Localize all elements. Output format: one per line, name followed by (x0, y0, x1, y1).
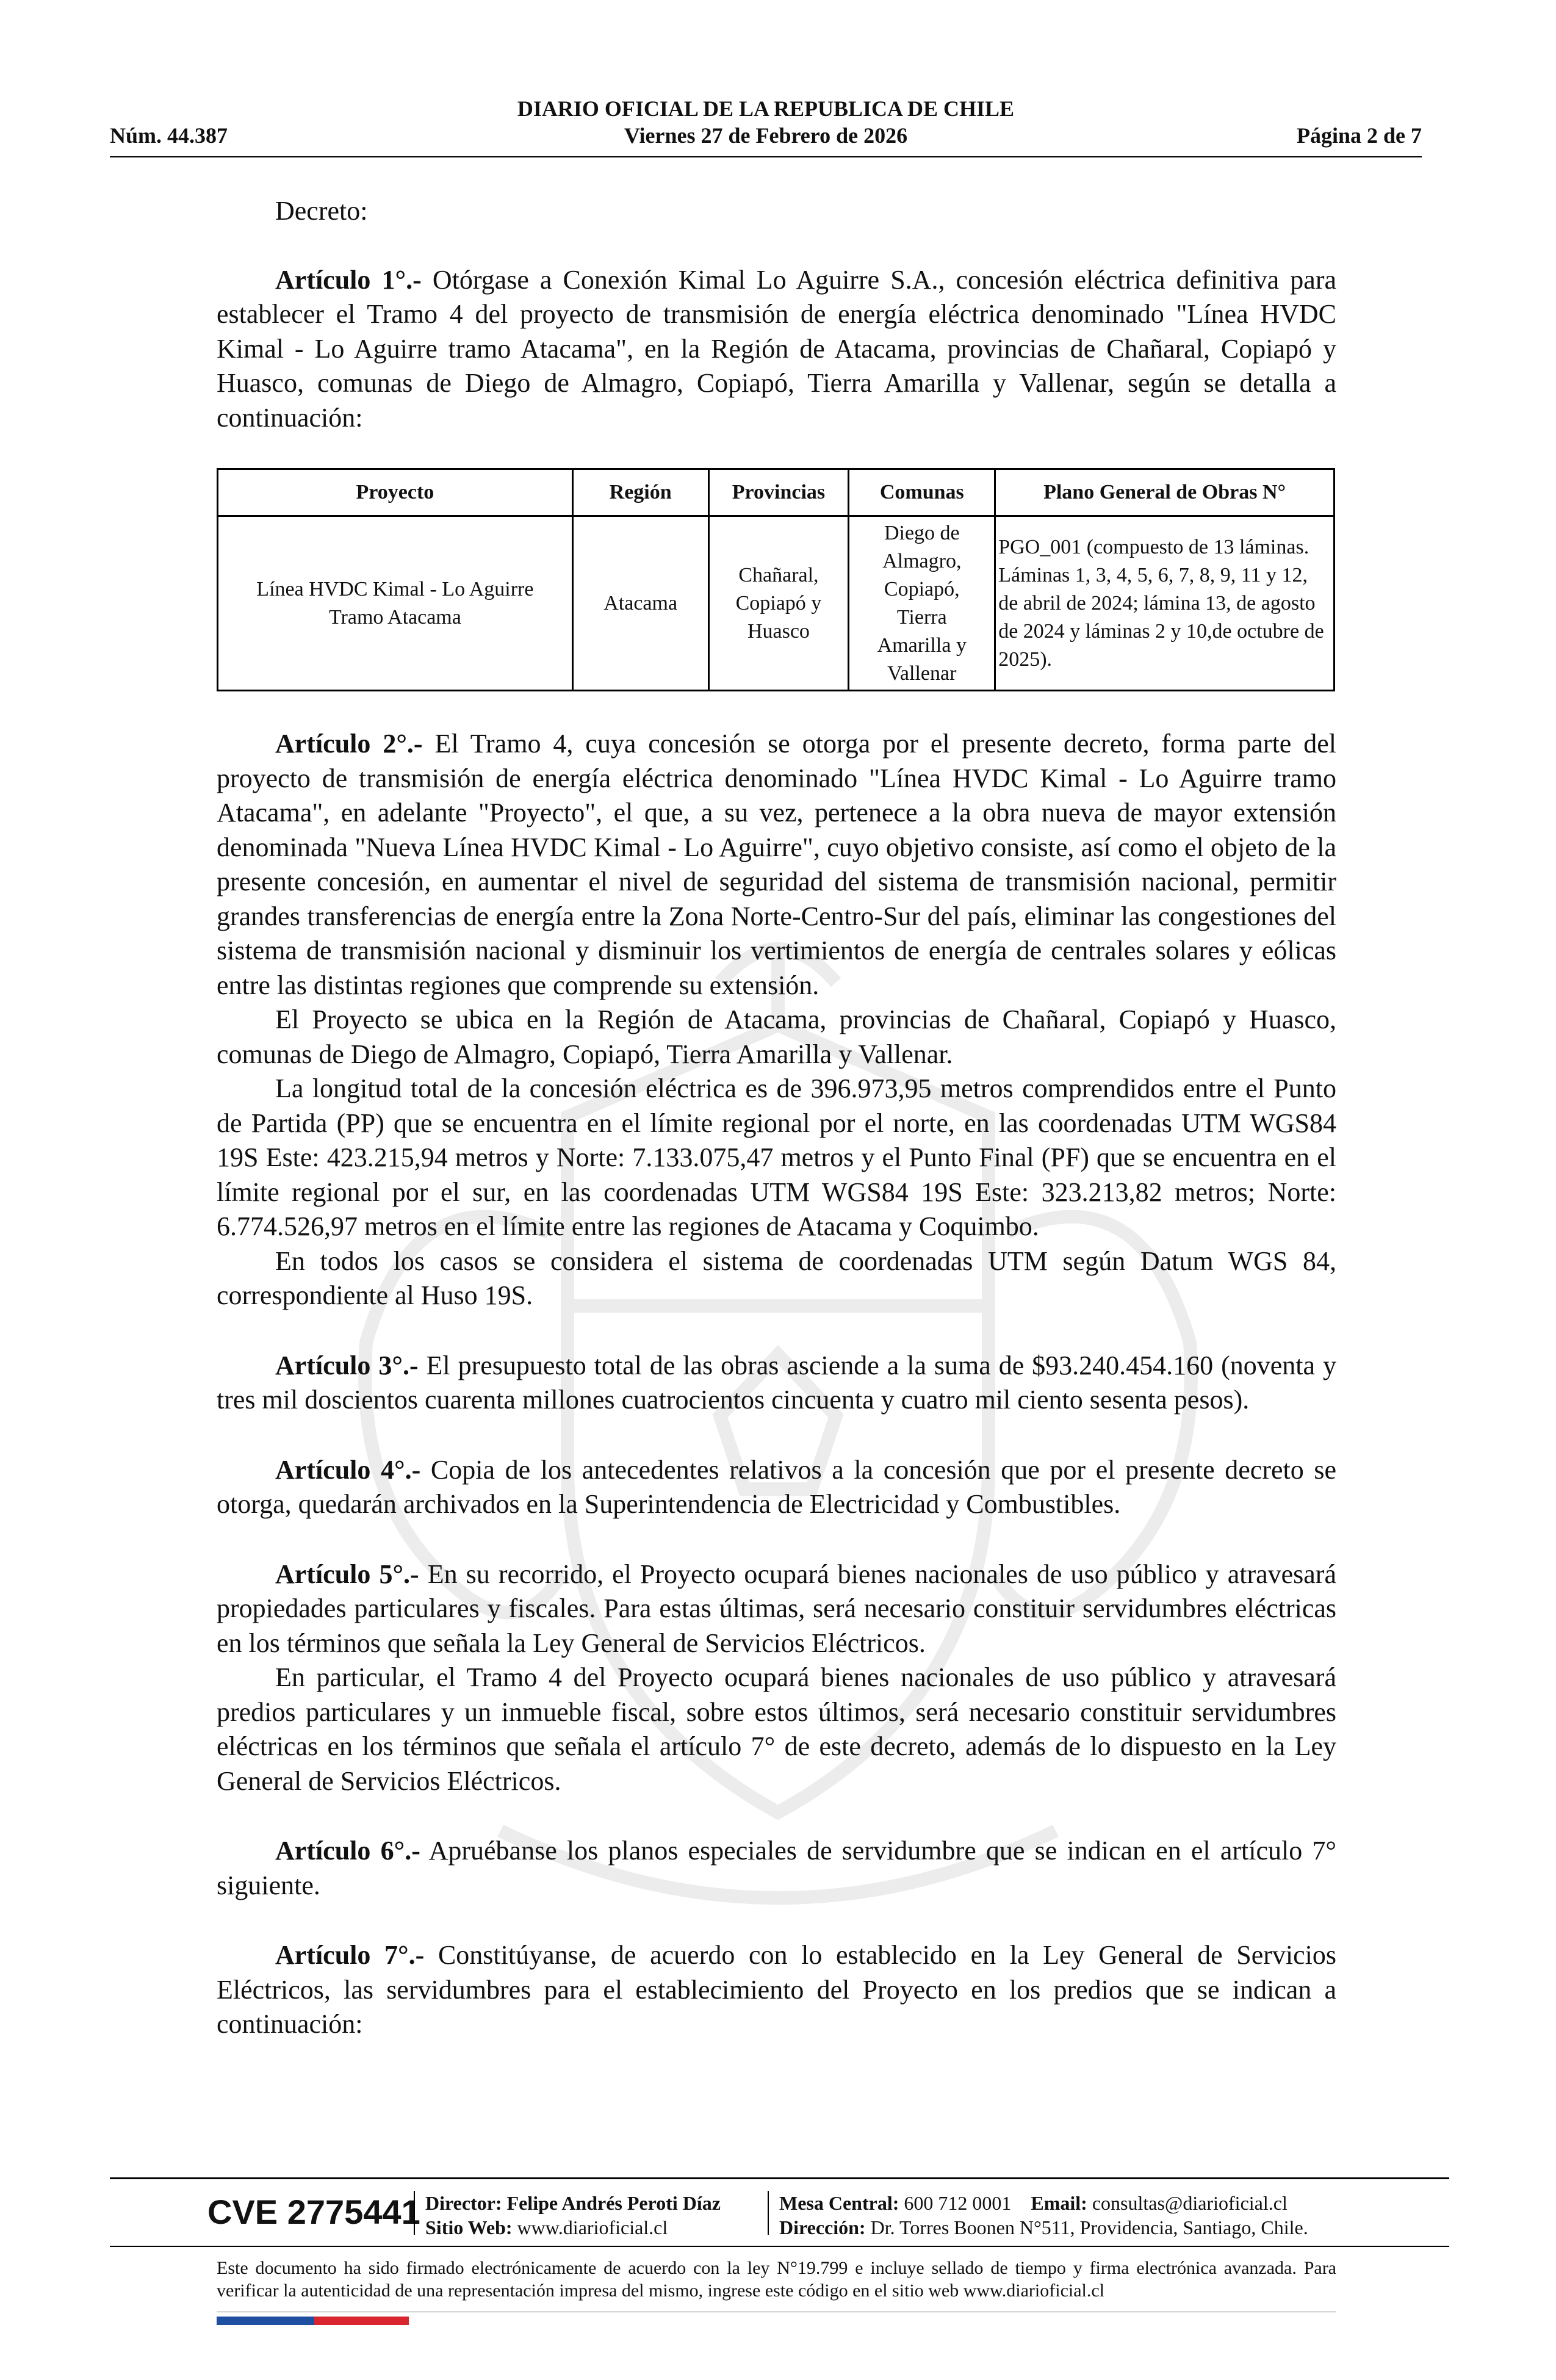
article-2-label: Artículo 2°.- (275, 729, 423, 759)
table-header-row (218, 469, 1334, 516)
article-5-paragraph-2: En particular, el Tramo 4 del Proyecto ocupará bienes nacionales de uso público y atravesará predios particulares y un inmueble fiscal, sobre estos últimos, será necesario constituir servidumbres eléctricas en los términos que señala el artículo 7° de este decreto, además de lo dispuesto en la Ley General de Servicios Eléctricos. (217, 1662, 1336, 1796)
issue-number: Núm. 44.387 (110, 123, 228, 148)
article-7-label: Artículo 7°.- (275, 1940, 425, 1970)
header-divider (110, 156, 1422, 157)
article-6 (217, 1834, 1336, 1903)
mesa-label: Mesa Central: (779, 2192, 899, 2214)
issue-date: Viernes 27 de Febrero de 2026 (624, 123, 908, 148)
website-label: Sitio Web: (425, 2216, 513, 2238)
director-label: Director: (425, 2192, 502, 2214)
header-plano: Plano General de Obras N° (995, 469, 1334, 516)
article-7-text: Constitúyanse, de acuerdo con lo establecido en la Ley General de Servicios Eléctricos, las servidumbres para el establecimiento del Proyecto en los predios que se indican a continuación: (217, 1940, 1337, 2039)
footer-separator (768, 2191, 769, 2235)
cve-code: CVE 2775441 (207, 2193, 420, 2231)
footer-divider-middle (110, 2246, 1449, 2247)
article-4 (217, 1453, 1336, 1522)
article-3-text: El presupuesto total de las obras asciende a la suma de $93.240.454.160 (noventa y tres mil doscientos cuarenta millones cuatrocientos cincuenta y cuatro mil ciento sesenta pesos). (217, 1350, 1336, 1415)
signature-note: Este documento ha sido firmado electrónicamente de acuerdo con la ley N°19.799 e incluye sellado de tiempo y firma electrónica avanzada. Para verificar la autenticidad de una representación impresa del mismo, ingrese este código en el sitio web www.diarioficial.cl (217, 2258, 1336, 2301)
footer-divider-top (110, 2177, 1449, 2179)
table-row (218, 516, 1334, 691)
cell-comunas: Diego de Almagro, Copiapó, Tierra Amarilla y Vallenar (849, 516, 995, 691)
address-text: Dr. Torres Boonen N°511, Providencia, Santiago, Chile. (870, 2216, 1308, 2238)
footer-director-block (425, 2191, 721, 2240)
article-1 (217, 263, 1336, 436)
address-label: Dirección: (779, 2216, 866, 2238)
article-2-paragraph-2: El Proyecto se ubica en la Región de Atacama, provincias de Chañaral, Copiapó y Huasco, comunas de Diego de Almagro, Copiapó, Tierra Amarilla y Vallenar. (217, 1004, 1336, 1069)
article-4-label: Artículo 4°.- (275, 1454, 421, 1485)
footer-contact-block (779, 2191, 1308, 2240)
cell-plano: PGO_001 (compuesto de 13 láminas. Láminas 1, 3, 4, 5, 6, 7, 8, 9, 11 y 12, de abril de 2024; lámina 13, de agosto de 2024 y láminas 2 y 10,de octubre de 2025). (995, 516, 1334, 691)
footer-separator (414, 2191, 415, 2235)
website-link[interactable]: www.diarioficial.cl (517, 2216, 668, 2238)
article-5-text: En su recorrido, el Proyecto ocupará bienes nacionales de uso público y atravesará propiedades particulares y fiscales. Para estas últimas, será necesario constituir servidumbres eléctricas en los términos que señala la Ley General de Servicios Eléctricos. (217, 1559, 1336, 1658)
cell-provincias: Chañaral, Copiapó y Huasco (708, 516, 849, 691)
article-3-label: Artículo 3°.- (275, 1350, 419, 1380)
article-7 (217, 1938, 1336, 2042)
cell-proyecto: Línea HVDC Kimal - Lo Aguirre Tramo Atacama (218, 516, 573, 691)
cell-region: Atacama (572, 516, 708, 691)
document-body (217, 194, 1336, 2042)
concession-table (217, 468, 1335, 691)
director-name: Felipe Andrés Peroti Díaz (506, 2192, 721, 2214)
header-proyecto: Proyecto (218, 469, 573, 516)
article-2-paragraph-3: La longitud total de la concesión eléctrica es de 396.973,95 metros comprendidos entre el Punto de Partida (PP) que se encuentra en el límite regional por el norte, en las coordenadas UTM WGS84 19S Este: 423.215,94 metros y Norte: 7.133.075,47 metros y el Punto Final (PF) que se encuentra en el límite regional por el sur, en las coordenadas UTM WGS84 19S Este: 323.213,82 metros; Norte: 6.774.526,97 metros en el límite entre las regiones de Atacama y Coquimbo. (217, 1073, 1336, 1241)
article-6-text: Apruébanse los planos especiales de servidumbre que se indican en el artículo 7° siguiente. (217, 1836, 1336, 1900)
article-6-label: Artículo 6°.- (275, 1836, 420, 1866)
flag-stripe-blue (217, 2317, 314, 2325)
decreto-heading: Decreto: (275, 196, 368, 226)
article-1-text: Otórgase a Conexión Kimal Lo Aguirre S.A., concesión eléctrica definitiva para establecer el Tramo 4 del proyecto de transmisión de energía eléctrica denominado "Línea HVDC Kimal - Lo Aguirre tramo Atacama", en la Región de Atacama, provincias de Chañaral, Copiapó y Huasco, comunas de Diego de Almagro, Copiapó, Tierra Amarilla y Vallenar, según se detalla a continuación: (217, 264, 1336, 433)
gazette-title: DIARIO OFICIAL DE LA REPUBLICA DE CHILE (517, 96, 1015, 121)
mesa-phone: 600 712 0001 (904, 2192, 1012, 2214)
header-region: Región (572, 469, 708, 516)
article-4-text: Copia de los antecedentes relativos a la concesión que por el presente decreto se otorga, quedarán archivados en la Superintendencia de Electricidad y Combustibles. (217, 1454, 1337, 1519)
page-indicator: Página 2 de 7 (1296, 123, 1422, 148)
article-3 (217, 1349, 1336, 1418)
header-provincias: Provincias (708, 469, 849, 516)
flag-stripe-red (314, 2317, 409, 2325)
email-label: Email: (1031, 2192, 1087, 2214)
article-2-text: El Tramo 4, cuya concesión se otorga por el presente decreto, forma parte del proyecto de transmisión de energía eléctrica denominado "Línea HVDC Kimal - Lo Aguirre tramo Atacama", en adelante "Proyecto", el que, a su vez, pertenece a la obra nueva de mayor extensión denominada "Nueva Línea HVDC Kimal - Lo Aguirre", cuyo objetivo consiste, así como el objeto de la presente concesión, en aumentar el nivel de seguridad del sistema de transmisión nacional, permitir grandes transferencias de energía entre la Zona Norte-Centro-Sur del país, eliminar las congestiones del sistema de transmisión nacional y disminuir los vertimientos de energía de centrales solares y eólicas entre las distintas regiones que comprende su extensión. (217, 729, 1336, 1000)
header-comunas: Comunas (849, 469, 995, 516)
concession-table-wrap (217, 468, 1336, 691)
article-5-label: Artículo 5°.- (275, 1559, 419, 1589)
email-link[interactable]: consultas@diarioficial.cl (1092, 2192, 1288, 2214)
article-1-label: Artículo 1°.- (275, 264, 422, 295)
article-2 (217, 727, 1336, 1003)
article-5 (217, 1557, 1336, 1661)
article-2-paragraph-4: En todos los casos se considera el sistema de coordenadas UTM según Datum WGS 84, correspondiente al Huso 19S. (217, 1246, 1336, 1310)
